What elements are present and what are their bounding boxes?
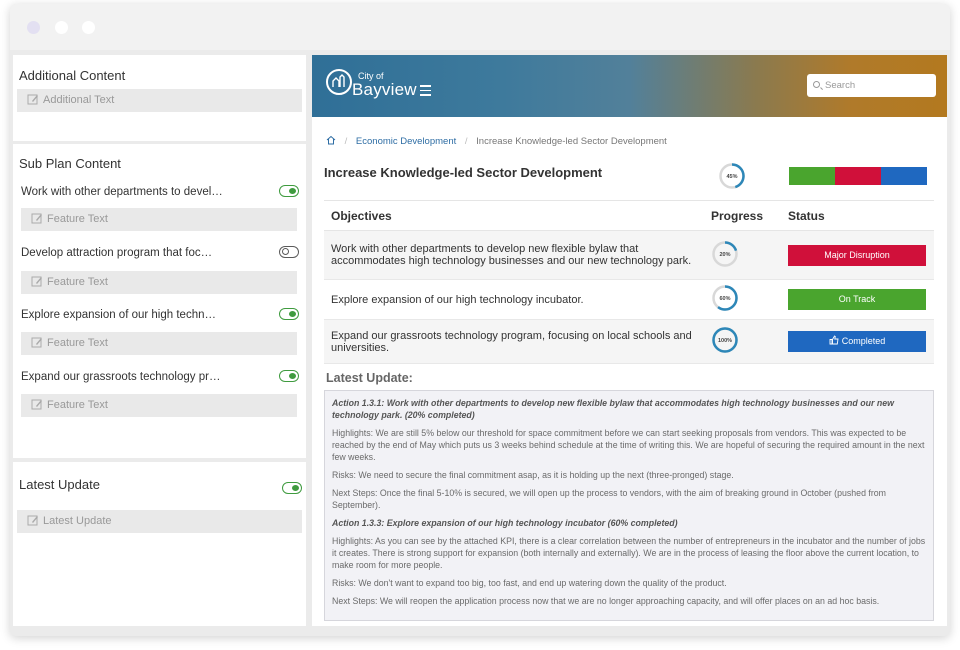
edit-icon — [31, 398, 43, 410]
subplan-item-label: Develop attraction program that foc… — [21, 247, 213, 259]
subplan-item-label: Explore expansion of our high techn… — [21, 309, 216, 321]
status-bar-green — [789, 167, 835, 185]
subplan-item-toggle[interactable] — [279, 246, 299, 258]
edit-icon — [31, 336, 43, 348]
additional-text-field[interactable] — [17, 89, 302, 112]
update-paragraph: Risks: We need to secure the final commitment asap, as it is holding up the next (three-pronged) stage. — [332, 470, 734, 480]
edit-icon — [31, 275, 43, 287]
update-paragraph: Risks: We don't want to expand too big, too fast, and end up watering down the quality of the product. — [332, 578, 727, 588]
table-row[interactable] — [324, 280, 934, 320]
progress-ring-label: 100% — [717, 338, 733, 344]
breadcrumb-link[interactable]: Economic Development — [355, 136, 457, 147]
city-logo-icon[interactable] — [326, 69, 352, 95]
update-action-heading: Action 1.3.1: Work with other departments to develop new flexible bylaw that accommodates high technology businesses and our new technology park. (20% completed) — [332, 398, 894, 420]
row-progress-ring — [711, 326, 739, 354]
breadcrumb: / Economic Development / Increase Knowledge-led Sector Development — [326, 135, 667, 147]
window-control-maximize[interactable] — [82, 21, 95, 34]
search-icon — [813, 81, 820, 88]
field-label: Feature Text — [47, 399, 108, 411]
field-label: Additional Text — [43, 94, 115, 106]
home-icon[interactable] — [326, 135, 336, 145]
panel-title: Sub Plan Content — [19, 156, 121, 171]
update-paragraph: Next Steps: We will reopen the application process now that we are no longer approaching capacity, and will offer places on an ad hoc basis. — [332, 596, 880, 606]
table-row[interactable] — [324, 231, 934, 280]
breadcrumb-current: Increase Knowledge-led Sector Development — [476, 136, 667, 147]
additional-content-panel — [13, 55, 306, 141]
update-paragraph: Highlights: As you can see by the attached KPI, there is a clear correlation between the number of entrepreneurs in the incubator and the number of jobs it creates. There is strong support for expansion (both internally and externally). We are in the process of leasing the floor above the current location, to make room for more people. — [332, 536, 926, 570]
field-label: Feature Text — [47, 276, 108, 288]
status-bar-blue — [881, 167, 927, 185]
panel-title: Latest Update — [19, 477, 100, 492]
status-badge[interactable]: On Track — [788, 289, 926, 310]
feature-text-field[interactable] — [21, 208, 297, 231]
latest-update-box — [324, 390, 934, 621]
objective-text: Explore expansion of our high technology incubator. — [324, 280, 704, 320]
latest-update-toggle[interactable] — [282, 482, 302, 494]
overall-progress-ring — [718, 162, 746, 190]
row-progress-ring — [711, 284, 739, 312]
field-label: Feature Text — [47, 213, 108, 225]
status-header: Status — [781, 201, 934, 231]
progress-header: Progress — [704, 201, 781, 231]
status-bar-red — [835, 167, 881, 185]
edit-icon — [31, 212, 43, 224]
app-window — [10, 4, 950, 636]
objectives-table — [324, 200, 934, 364]
objectives-header: Objectives — [324, 201, 704, 231]
search-placeholder: Search — [825, 80, 856, 91]
subplan-item-toggle[interactable] — [279, 370, 299, 382]
subplan-item-label: Expand our grassroots technology pr… — [21, 371, 221, 383]
window-control-close[interactable] — [27, 21, 40, 34]
latest-update-heading: Latest Update: — [326, 371, 413, 385]
row-progress-ring — [711, 240, 739, 268]
objective-text: Expand our grassroots technology program, focusing on local schools and universities. — [324, 320, 704, 364]
feature-text-field[interactable] — [21, 394, 297, 417]
logo-name-text: Bayview — [352, 80, 417, 99]
edit-icon — [27, 514, 39, 526]
field-label: Feature Text — [47, 337, 108, 349]
status-badge[interactable]: Major Disruption — [788, 245, 926, 266]
progress-ring-label: 20% — [719, 251, 731, 258]
table-row[interactable] — [324, 320, 934, 364]
main-content — [312, 55, 947, 626]
panel-title: Additional Content — [19, 68, 126, 83]
subplan-item-toggle[interactable] — [279, 185, 299, 197]
update-action-heading: Action 1.3.3: Explore expansion of our high technology incubator (60% completed) — [332, 518, 678, 528]
page-title: Increase Knowledge-led Sector Development — [324, 165, 603, 180]
update-paragraph: Next Steps: Once the final 5-10% is secured, we will open up the process to vendors, with the aim of breaking ground in October (pushed from September). — [332, 488, 887, 510]
hamburger-menu-icon[interactable] — [420, 85, 431, 99]
status-badge[interactable] — [788, 331, 926, 352]
thumbs-up-icon — [829, 335, 839, 345]
sub-plan-content-panel — [13, 144, 306, 458]
status-badge-label: Completed — [841, 336, 886, 346]
field-label: Latest Update — [43, 515, 112, 527]
latest-update-field[interactable] — [17, 510, 302, 533]
header-banner — [312, 55, 947, 117]
window-control-minimize[interactable] — [55, 21, 68, 34]
subplan-item-toggle[interactable] — [279, 308, 299, 320]
progress-ring-label: 60% — [719, 296, 731, 302]
window-titlebar — [10, 4, 950, 50]
latest-update-panel — [13, 462, 306, 626]
progress-ring-label: 45% — [726, 174, 738, 180]
search-input[interactable] — [807, 74, 936, 97]
feature-text-field[interactable] — [21, 332, 297, 355]
logo-city-text: City of — [358, 71, 384, 81]
feature-text-field[interactable] — [21, 271, 297, 294]
subplan-item-label: Work with other departments to devel… — [21, 186, 223, 198]
edit-icon — [27, 93, 39, 105]
objective-text: Work with other departments to develop new flexible bylaw that accommodates high technology businesses and our new technology park. — [324, 231, 704, 280]
update-paragraph: Highlights: We are still 5% below our threshold for space commitment before we can start seeking proposals from vendors. This was expected to be reached by the end of May which puts us 3 weeks behind schedule at the time of writing this. We are hopeful of securing the required amount in the next few weeks. — [332, 428, 925, 462]
